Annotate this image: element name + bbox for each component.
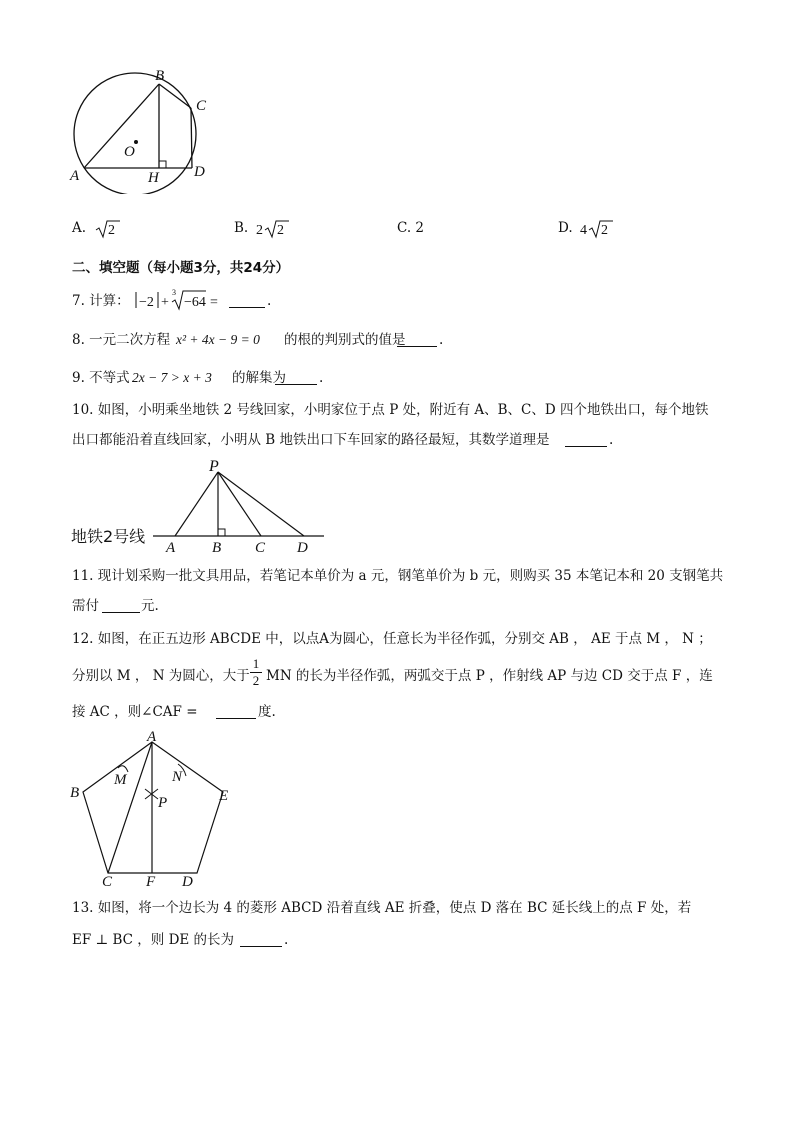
segment-PD	[218, 472, 304, 536]
label-O: O	[124, 144, 135, 160]
pentagon-ABCDE	[83, 742, 223, 873]
label-A: A	[166, 540, 176, 556]
option-b-value	[256, 216, 292, 240]
q12-answer-blank[interactable]	[216, 704, 256, 719]
subway-label: 地铁2号线	[71, 527, 146, 546]
q10-end: .	[609, 432, 614, 448]
q11-line2-pre: 需付	[72, 598, 99, 614]
q13-answer-blank[interactable]	[240, 932, 282, 947]
svg-text:2: 2	[256, 223, 263, 238]
q11-line2-post: 元.	[141, 598, 159, 614]
q8-answer-blank[interactable]	[397, 332, 437, 347]
section-title: 二、填空题（每小题3分，共24分）	[72, 260, 290, 276]
q9-end: .	[319, 370, 324, 386]
q9-prefix: 9. 不等式	[72, 370, 130, 386]
label-B: B	[155, 68, 165, 84]
label-F: F	[146, 874, 156, 890]
figure-pentagon	[66, 728, 246, 890]
label-C: C	[196, 98, 207, 114]
question-12-line1: 12. 如图，在正五边形 ABCDE 中，以点A为圆心，任意长为半径作弧，分别交 AB ， AE 于点 M ， N ；	[72, 631, 712, 647]
label-A: A	[147, 729, 157, 745]
q8-prefix: 8. 一元二次方程	[72, 332, 171, 348]
svg-text:=: =	[210, 295, 218, 310]
label-M: M	[114, 772, 127, 788]
option-d	[558, 218, 573, 238]
svg-text:2: 2	[277, 223, 284, 238]
q9-tail: 的解集为	[232, 370, 286, 386]
label-C: C	[102, 874, 113, 890]
question-10-line1: 10. 如图，小明乘坐地铁 2 号线回家，小明家位于点 P 处，附近有 A、B、C、D 四个地铁出口，每个地铁	[72, 402, 709, 418]
label-D: D	[194, 164, 205, 180]
q10-answer-blank[interactable]	[565, 432, 607, 447]
q8-equation: x² + 4x − 9 = 0	[176, 332, 260, 347]
option-b-letter: B.	[234, 220, 249, 236]
option-c-text: C. 2	[397, 220, 425, 236]
option-c	[397, 218, 424, 238]
label-P: P	[158, 795, 168, 811]
question-8	[72, 330, 170, 350]
circle	[74, 73, 196, 194]
right-angle-mark	[218, 529, 225, 536]
option-b	[234, 218, 248, 238]
q9-inequality: 2x − 7 > x + 3	[132, 370, 212, 385]
option-a	[72, 218, 86, 238]
option-a-letter: A.	[72, 220, 87, 236]
q12-line3-pre: 接 AC ，则∠CAF =	[72, 704, 198, 720]
svg-text:3: 3	[172, 288, 176, 297]
figure-subway	[68, 456, 338, 556]
q12-fraction	[250, 656, 262, 689]
q12-frac-num: 1	[252, 656, 260, 671]
option-d-value	[580, 216, 616, 240]
q11-answer-blank[interactable]	[102, 598, 140, 613]
option-d-letter: D.	[558, 220, 573, 236]
label-P: P	[209, 458, 219, 475]
svg-text:2: 2	[601, 223, 608, 238]
option-a-value	[94, 216, 122, 240]
label-H: H	[148, 170, 159, 186]
q8-tail: 的根的判别式的值是	[284, 332, 406, 348]
q8-end: .	[439, 332, 444, 348]
figure-circle	[60, 64, 230, 194]
q7-answer-blank[interactable]	[229, 293, 265, 308]
svg-text:4: 4	[580, 223, 587, 238]
label-N: N	[172, 769, 183, 785]
question-10-line2: 出口都能沿着直线回家，小明从 B 地铁出口下车回家的路径最短，其数学道理是	[72, 432, 550, 448]
q9-answer-blank[interactable]	[275, 370, 317, 385]
segment-AC	[108, 742, 152, 873]
segment-PC	[218, 472, 261, 536]
svg-text:2: 2	[108, 223, 115, 238]
label-D: D	[297, 540, 308, 556]
question-11-line1: 11. 现计划采购一批文具用品，若笔记本单价为 a 元，钢笔单价为 b 元，则购买 35 本笔记本和 20 支钢笔共	[72, 568, 724, 584]
svg-text:+: +	[161, 295, 169, 310]
q13-end: .	[284, 932, 289, 948]
label-B: B	[212, 540, 222, 556]
q12-frac-den: 2	[250, 672, 262, 689]
right-angle-mark	[159, 161, 166, 168]
label-D: D	[182, 874, 193, 890]
label-E: E	[219, 788, 229, 804]
q12-line3-post: 度.	[258, 704, 276, 720]
question-13-line1: 13. 如图，将一个边长为 4 的菱形 ABCD 沿着直线 AE 折叠，使点 D 落在 BC 延长线上的点 F 处，若	[72, 900, 692, 916]
segment-PA	[175, 472, 218, 536]
q7-end: .	[267, 293, 272, 309]
q13-line2-pre: EF ⊥ BC ，则 DE 的长为	[72, 932, 235, 948]
label-C: C	[255, 540, 266, 556]
q12-line2-pre: 分别以 M ， N 为圆心，大于	[72, 668, 250, 684]
q7-expression	[134, 285, 234, 313]
q7-prefix: 7. 计算：	[72, 293, 130, 309]
question-9	[72, 368, 130, 388]
svg-text:−2: −2	[139, 295, 154, 310]
q12-line2-post: MN 的长为半径作弧，两弧交于点 P ，作射线 AP 与边 CD 交于点 F ，连	[266, 668, 713, 684]
svg-text:−64: −64	[184, 295, 206, 310]
label-B: B	[70, 785, 80, 801]
question-7	[72, 291, 130, 311]
segment-AB	[84, 84, 159, 168]
label-A: A	[70, 168, 80, 184]
